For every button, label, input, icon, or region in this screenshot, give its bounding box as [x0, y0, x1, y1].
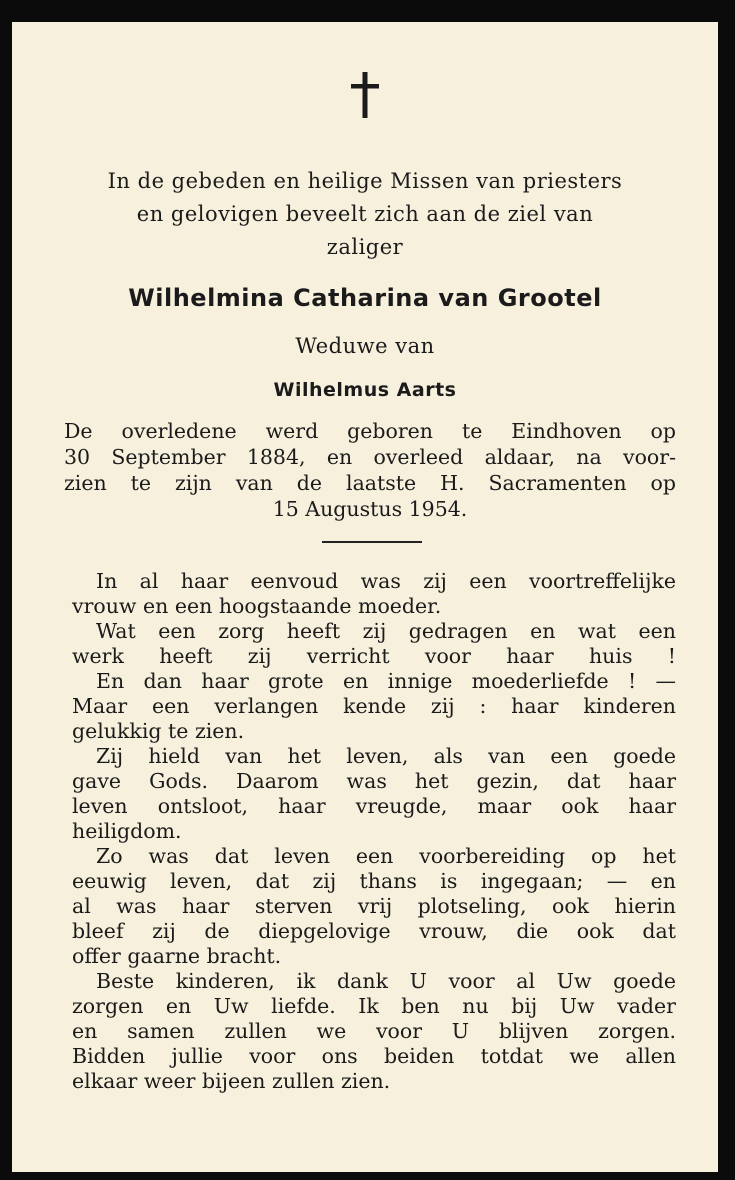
memorial-card: [12, 22, 718, 1172]
body-text: [72, 569, 676, 1094]
dates-line: zien te zijn van de laatste H. Sacramenten op: [64, 471, 676, 495]
dates-line: 30 September 1884, en overleed aldaar, na voor-: [64, 445, 676, 469]
body-line: al was haar sterven vrij plotseling, ook hierin: [72, 894, 676, 918]
widow-label: Weduwe van: [295, 334, 435, 358]
latin-cross-icon: [350, 72, 380, 118]
body-line: gelukkig te zien.: [72, 719, 245, 743]
body-line: En dan haar grote en innige moederliefde ! —: [96, 669, 676, 693]
body-line: elkaar weer bijeen zullen zien.: [72, 1069, 391, 1093]
birth-death-text: [64, 418, 676, 522]
body-line: Beste kinderen, ik dank U voor al Uw goede: [96, 969, 676, 993]
intro-line: zaliger: [326, 235, 404, 259]
intro-text: [52, 165, 678, 264]
body-line: Wat een zorg heeft zij gedragen en wat een: [96, 619, 676, 643]
body-line: Bidden jullie voor ons beiden totdat we allen: [72, 1044, 676, 1068]
husband-name: Wilhelmus Aarts: [273, 379, 457, 401]
body-line: zorgen en Uw liefde. Ik ben nu bij Uw vader: [72, 994, 676, 1018]
divider: [322, 541, 422, 543]
body-line: Maar een verlangen kende zij : haar kinderen: [72, 694, 676, 718]
deceased-name: Wilhelmina Catharina van Grootel: [128, 284, 602, 312]
body-line: Zo was dat leven een voorbereiding op het: [96, 844, 676, 868]
dates-line: De overledene werd geboren te Eindhoven op: [64, 419, 676, 443]
body-line: en samen zullen we voor U blijven zorgen.: [72, 1019, 676, 1043]
intro-line: en gelovigen beveelt zich aan de ziel van: [136, 202, 594, 226]
body-line: offer gaarne bracht.: [72, 944, 282, 968]
dates-line: 15 Augustus 1954.: [272, 497, 468, 521]
cross-icon: [12, 72, 718, 123]
body-line: Zij hield van het leven, als van een goede: [96, 744, 676, 768]
body-line: heiligdom.: [72, 819, 182, 843]
body-line: bleef zij de diepgelovige vrouw, die ook dat: [72, 919, 676, 943]
body-line: werk heeft zij verricht voor haar huis !: [72, 644, 676, 668]
intro-line: In de gebeden en heilige Missen van priesters: [107, 169, 623, 193]
body-line: leven ontsloot, haar vreugde, maar ook haar: [72, 794, 676, 818]
body-line: vrouw en een hoogstaande moeder.: [72, 594, 442, 618]
body-line: gave Gods. Daarom was het gezin, dat haar: [72, 769, 676, 793]
body-line: eeuwig leven, dat zij thans is ingegaan; — en: [72, 869, 676, 893]
body-line: In al haar eenvoud was zij een voortreffelijke: [96, 569, 676, 593]
